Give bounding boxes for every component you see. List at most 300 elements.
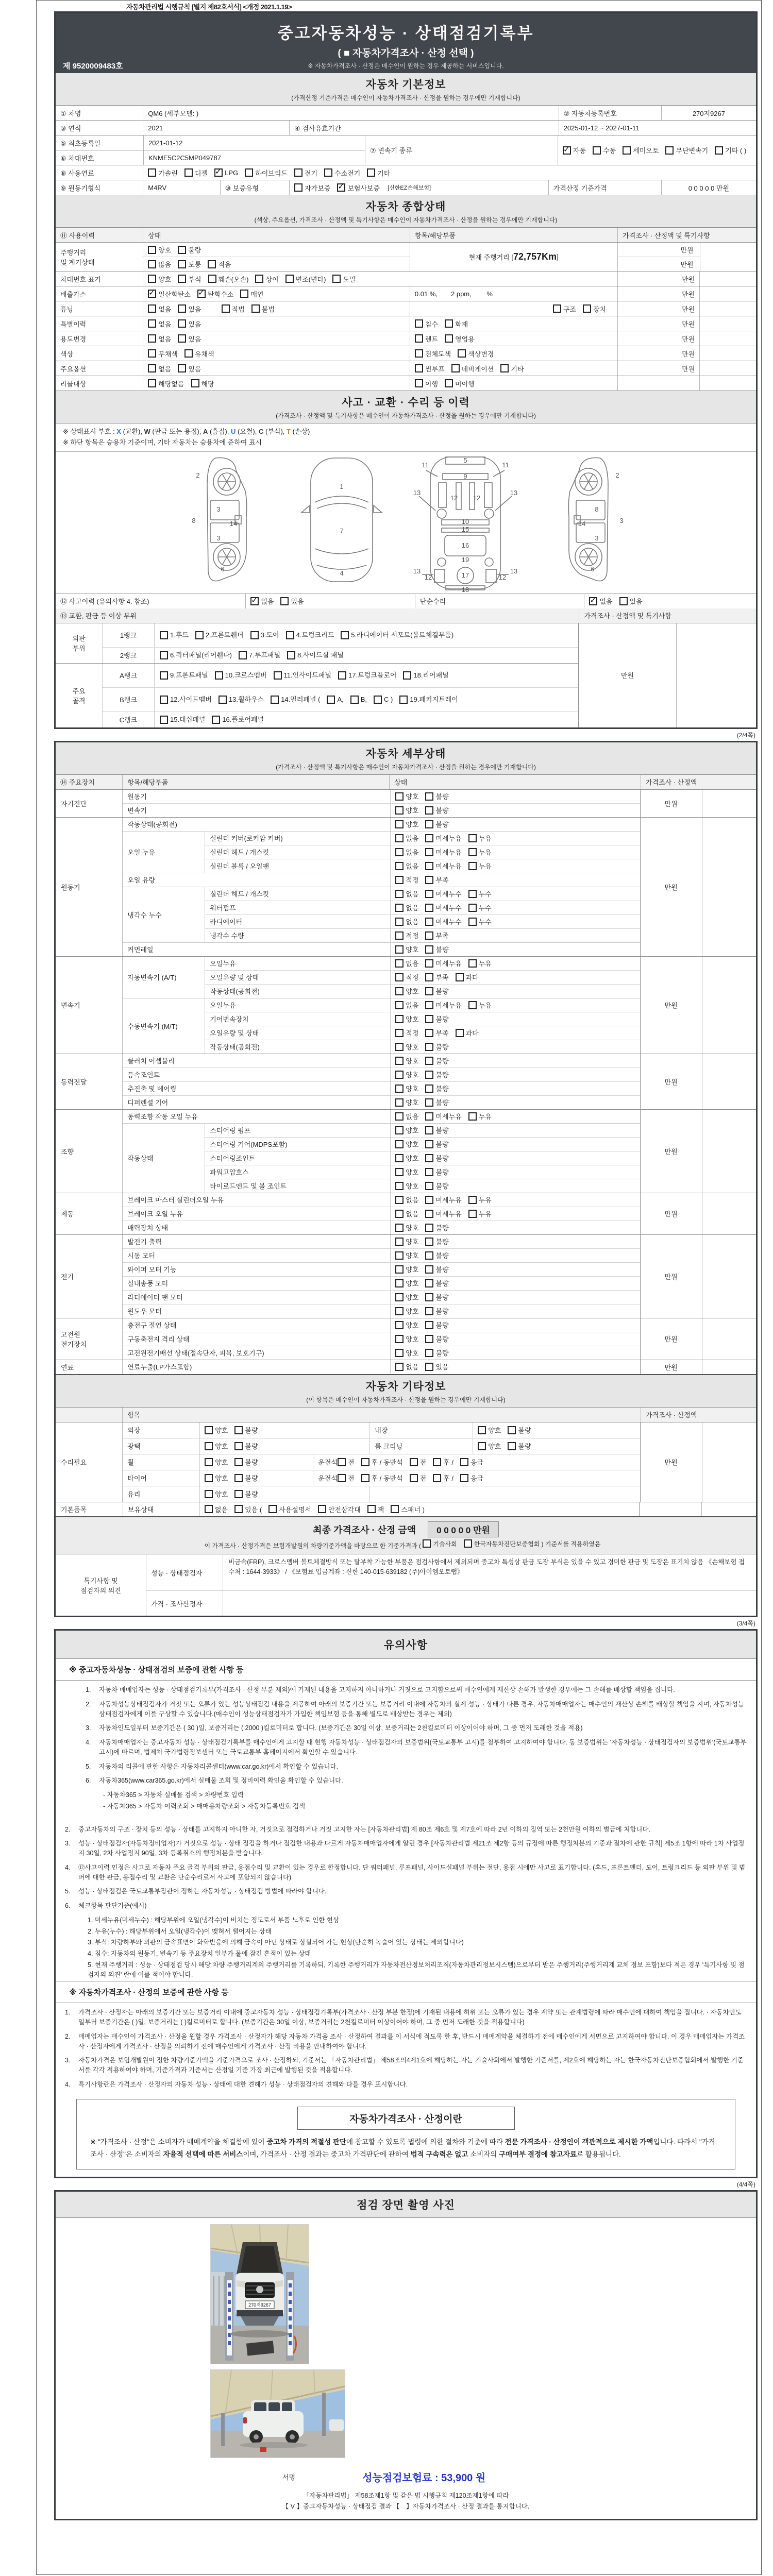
- checkbox-option[interactable]: 불량: [425, 1334, 448, 1344]
- checkbox-option[interactable]: 불량: [425, 1042, 448, 1052]
- note-cell: [702, 1054, 756, 1109]
- checkbox-option[interactable]: 불량: [425, 1125, 448, 1135]
- checkbox-option[interactable]: 화재: [445, 319, 468, 329]
- column-header: 상태: [143, 228, 410, 242]
- checkbox-option[interactable]: 적정: [395, 875, 418, 885]
- checkbox-option[interactable]: 8.사이드실 패널: [287, 650, 344, 661]
- section-notice-header: [56, 1631, 756, 1659]
- checkbox-option[interactable]: 기타 ( ): [715, 145, 746, 155]
- checkbox-option[interactable]: 후 / 동반석: [361, 1457, 403, 1467]
- checkbox-option[interactable]: 없음: [395, 958, 418, 968]
- state-options: [391, 1012, 640, 1026]
- checkbox-option[interactable]: 변조(변타): [285, 274, 326, 284]
- checkbox-option[interactable]: ✓ 보험사보증: [337, 183, 380, 193]
- checkbox-option[interactable]: 양호: [395, 1056, 418, 1065]
- device-group: [56, 1109, 756, 1193]
- checkbox-option[interactable]: 있음: [178, 364, 201, 374]
- item-label: 배력장치 상태: [123, 1221, 391, 1234]
- checkbox-option[interactable]: 후 / 동반석: [361, 1473, 403, 1483]
- checkbox-option[interactable]: 14.필러패널 (: [271, 694, 320, 705]
- checkbox-option[interactable]: 17.트렁크플로어: [338, 670, 396, 681]
- checkbox-option[interactable]: 없음: [395, 1111, 418, 1121]
- opinions-row: [56, 1554, 756, 1616]
- checkbox-option[interactable]: 수동: [593, 145, 616, 155]
- checkbox-icon: [399, 696, 408, 704]
- checkbox-option[interactable]: 미세누유: [425, 861, 461, 871]
- checkbox-option[interactable]: 하이브리드: [245, 168, 288, 178]
- checkbox-option[interactable]: 양호: [205, 1457, 228, 1467]
- checkbox-option[interactable]: 불량: [425, 1320, 448, 1330]
- checkbox-option[interactable]: 양호: [395, 1125, 418, 1135]
- checkbox-option[interactable]: 누유: [468, 833, 492, 843]
- price-amount: 만원: [640, 818, 702, 956]
- checkbox-option[interactable]: 불량: [508, 1425, 531, 1435]
- checkbox-option[interactable]: 양호: [395, 1306, 418, 1316]
- checkbox-option[interactable]: 있음 (: [234, 1504, 262, 1514]
- checkbox-option[interactable]: 양호: [395, 1097, 418, 1107]
- checkbox-option[interactable]: 기타: [367, 168, 390, 178]
- checkbox-option[interactable]: 도말: [332, 274, 356, 284]
- item-label: 원동기: [123, 790, 391, 803]
- checkbox-option[interactable]: 있음: [425, 1362, 448, 1371]
- checkbox-option[interactable]: 양호: [395, 1250, 418, 1260]
- checkbox-option[interactable]: 양호: [205, 1489, 228, 1499]
- checkbox-option[interactable]: 없음: [395, 1000, 418, 1010]
- checkbox-option[interactable]: 부족: [425, 875, 448, 885]
- checkbox-option[interactable]: 수소전기: [324, 168, 360, 178]
- checkbox-option[interactable]: 안전삼각대: [318, 1504, 361, 1514]
- checkbox-option[interactable]: 잭: [367, 1504, 384, 1514]
- checkbox-option[interactable]: 불량: [425, 1014, 448, 1024]
- checkbox-option[interactable]: 불량: [425, 791, 448, 801]
- checkbox-option[interactable]: 색상변경: [458, 349, 494, 359]
- group-label: 주요 골격: [72, 687, 86, 705]
- checkbox-icon: [205, 1474, 213, 1482]
- checkbox-option[interactable]: 불량: [425, 1250, 448, 1260]
- checkbox-option[interactable]: 이행: [415, 379, 438, 388]
- checkbox-option[interactable]: 있음: [280, 596, 304, 606]
- checkbox-option[interactable]: 구조: [553, 304, 576, 314]
- checkbox-option[interactable]: 양호: [395, 819, 418, 829]
- rank-items: [155, 712, 578, 727]
- checkbox-option[interactable]: 없음: [148, 304, 171, 314]
- checkbox-option[interactable]: 후 /: [433, 1457, 453, 1467]
- checkbox-option[interactable]: 유채색: [184, 349, 214, 359]
- checkbox-option[interactable]: 부족: [425, 1028, 448, 1038]
- checkbox-option[interactable]: 없음: [148, 364, 171, 374]
- column-header: ⑬ 교환, 판금 등 이상 부위: [56, 608, 579, 623]
- checkbox-option[interactable]: 전: [410, 1473, 427, 1483]
- checkbox-option[interactable]: C ): [374, 694, 393, 705]
- check-row: [123, 1207, 640, 1221]
- column-header: 상태: [389, 775, 641, 789]
- check-row: [205, 914, 640, 928]
- checkbox-option[interactable]: 양호: [395, 1070, 418, 1079]
- checkbox-option[interactable]: 불량: [425, 819, 448, 829]
- checkbox-option[interactable]: 세미오토: [623, 145, 659, 155]
- checkbox-option[interactable]: 렌트: [415, 334, 438, 344]
- checkbox-option[interactable]: 양호: [395, 1278, 418, 1288]
- checkbox-icon: [456, 973, 464, 981]
- checkbox-option[interactable]: 누수: [468, 903, 492, 912]
- checkbox-option[interactable]: 누유: [468, 1000, 492, 1010]
- checkbox-option[interactable]: 불량: [234, 1457, 258, 1467]
- checkbox-option[interactable]: 있음: [178, 304, 214, 314]
- checkbox-option[interactable]: 누유: [468, 847, 492, 857]
- field-label: ⑩ 보증유형: [220, 180, 289, 195]
- checkbox-option[interactable]: 부족: [425, 930, 448, 940]
- general-notice-item: [56, 1901, 756, 1911]
- price-amount: 만원: [617, 301, 699, 316]
- checkbox-option[interactable]: 11.인사이드패널: [274, 670, 331, 681]
- checkbox-option[interactable]: ✓ 자동: [563, 145, 586, 155]
- checkbox-icon: [341, 631, 349, 639]
- checkbox-option[interactable]: 기술사회: [423, 1539, 457, 1548]
- checkbox-option[interactable]: 양호: [205, 1425, 228, 1435]
- item-text: 매매업자는 매수인이 가격조사 · 산정을 원할 경우 가격조사 · 산정자가 해당 자동차 가격을 조사 · 산정하여 결과를 이 서식에 적도록 한 후, 반드시 매매계약을 체결하기 전에 매수인에게 서면으로 고지하여야 합니다. 이 경우 매매업자는 가격조사 · 산정자에게 가격조사 · 산정을 의뢰하기 전에 매수인에게 가격조사 · 산정 비용을 안내하여야 합니다.: [78, 2032, 745, 2050]
- checkbox-option[interactable]: 있음: [178, 319, 201, 329]
- checkbox-option[interactable]: 미이행: [445, 379, 475, 388]
- item-label: 발전기 출력: [123, 1235, 391, 1248]
- checkbox-option[interactable]: 불법: [251, 304, 275, 314]
- checkbox-option[interactable]: 불량: [425, 1153, 448, 1163]
- item-label: 기어변속장치: [205, 1012, 391, 1026]
- checkbox-option[interactable]: 양호: [395, 1320, 418, 1330]
- section-photos-header: [56, 2192, 756, 2218]
- checkbox-option[interactable]: 많음: [148, 259, 171, 269]
- check-row: [123, 1221, 640, 1234]
- checkbox-option[interactable]: 무채색: [148, 349, 178, 359]
- rank-row: [103, 664, 578, 687]
- checkbox-option[interactable]: 양호: [205, 1441, 228, 1451]
- checkbox-option[interactable]: 불량: [425, 1236, 448, 1246]
- checkbox-option[interactable]: 있음: [619, 596, 643, 606]
- checkbox-option[interactable]: 양호: [395, 1167, 418, 1177]
- checkbox-option[interactable]: 15.대쉬패널: [160, 714, 205, 725]
- checkbox-option[interactable]: 없음: [395, 861, 418, 871]
- checkbox-icon: [395, 1210, 404, 1218]
- checkbox-option[interactable]: ✓ 탄화수소: [197, 289, 233, 299]
- checkbox-option[interactable]: 불량: [425, 1264, 448, 1274]
- checkbox-icon: [468, 904, 477, 912]
- checkbox-option[interactable]: 무단변속기: [665, 145, 708, 155]
- checkbox-option[interactable]: 7.루프패널: [239, 650, 280, 661]
- checkbox-icon: [178, 260, 186, 268]
- checkbox-option[interactable]: 기타: [500, 364, 524, 374]
- section-title: 사고 · 교환 · 수리 등 이력: [342, 397, 470, 409]
- checkbox-option[interactable]: 침수: [415, 319, 438, 329]
- checkbox-option[interactable]: 불량: [508, 1441, 531, 1451]
- checkbox-option[interactable]: 양호: [395, 791, 418, 801]
- check-row: [123, 1304, 640, 1318]
- column-header: 가격조사 · 산정액: [641, 775, 756, 789]
- checkbox-option[interactable]: 양호: [395, 1083, 418, 1093]
- checkbox-icon: [234, 1490, 243, 1498]
- checkbox-option[interactable]: 1.후드: [160, 630, 189, 641]
- checkbox-option[interactable]: 양호: [395, 1264, 418, 1274]
- check-row: [205, 1137, 640, 1151]
- svg-text:3: 3: [595, 534, 599, 542]
- checkbox-option[interactable]: 적음: [208, 259, 231, 269]
- checkbox-option[interactable]: 누수: [468, 917, 492, 926]
- column-header: ⑪ 사용이력: [56, 228, 143, 242]
- checkbox-option[interactable]: 미세누수: [425, 903, 461, 912]
- checkbox-option[interactable]: 없음: [395, 1362, 418, 1371]
- checkbox-option[interactable]: 없음: [395, 889, 418, 899]
- checkbox-option[interactable]: 과다: [456, 972, 479, 982]
- photo-area: [56, 2218, 756, 2465]
- checkbox-option[interactable]: 전체도색: [415, 349, 451, 359]
- checkbox-icon: [468, 890, 477, 898]
- checkbox-option[interactable]: 불량: [425, 1292, 448, 1302]
- checkbox-option[interactable]: 자가보증: [294, 183, 330, 193]
- checkbox-option[interactable]: 장치: [583, 304, 606, 314]
- checkbox-option[interactable]: ✓ 없음: [250, 596, 274, 606]
- checkbox-option[interactable]: 미세누유: [425, 1111, 461, 1121]
- checkbox-option[interactable]: 없음: [395, 833, 418, 843]
- checkbox-option[interactable]: 미세누유: [425, 1000, 461, 1010]
- checkbox-option[interactable]: 3.도어: [250, 630, 279, 641]
- checkbox-option[interactable]: 불량: [425, 1139, 448, 1149]
- checkbox-option[interactable]: 적정: [395, 1028, 418, 1038]
- checkbox-option[interactable]: 상이: [255, 274, 278, 284]
- section-title: 점검 장면 촬영 사진: [357, 2199, 455, 2212]
- check-row: [123, 1318, 640, 1332]
- field-label: ④ 검사유효기간: [289, 121, 559, 135]
- checkbox-option[interactable]: 양호: [395, 1236, 418, 1246]
- state-options: [391, 1138, 640, 1151]
- checkbox-option[interactable]: A,: [327, 694, 343, 705]
- checkbox-option[interactable]: 응급: [460, 1457, 483, 1467]
- checkbox-option[interactable]: 한국자동차진단보증협회 ) 기준서를 적용하였음: [464, 1539, 601, 1548]
- checkbox-option[interactable]: 16.플로어패널: [212, 714, 264, 725]
- checkbox-option[interactable]: 영업용: [445, 334, 475, 344]
- checkbox-option[interactable]: 19.패키지트레이: [399, 694, 458, 705]
- checkbox-option[interactable]: 불량: [425, 1097, 448, 1107]
- checkbox-option[interactable]: 2.프론트휀더: [195, 630, 244, 641]
- checkbox-option[interactable]: 응급: [460, 1473, 483, 1483]
- checkbox-option[interactable]: 누유: [468, 861, 492, 871]
- checkbox-option[interactable]: 사용설명서: [268, 1504, 311, 1514]
- checkbox-option[interactable]: 불량: [425, 1083, 448, 1093]
- row-label: 차대번호 표기: [60, 275, 101, 283]
- general-notice-item: [56, 1825, 756, 1835]
- checkbox-option[interactable]: 12.사이드멤버: [160, 694, 212, 705]
- checkbox-option[interactable]: 전: [338, 1473, 355, 1483]
- checkbox-option[interactable]: 양호: [395, 986, 418, 996]
- checkbox-option[interactable]: 없음: [395, 1195, 418, 1205]
- checkbox-icon: [425, 931, 433, 940]
- item-label: 외장: [123, 1422, 200, 1438]
- checkbox-icon: [234, 1458, 243, 1466]
- checkbox-icon: [425, 1321, 433, 1329]
- checkbox-option[interactable]: 양호: [395, 1223, 418, 1232]
- segment-rows: [123, 818, 640, 831]
- checkbox-option[interactable]: 불량: [178, 245, 201, 255]
- checkbox-option[interactable]: 미세누유: [425, 1209, 461, 1218]
- accident-options: [245, 594, 415, 608]
- checkbox-icon: [468, 959, 477, 968]
- legal-footer: [56, 2485, 756, 2519]
- checkbox-option[interactable]: 적정: [395, 930, 418, 940]
- item-label: 오일유량 및 상태: [205, 1026, 391, 1040]
- checkbox-option[interactable]: 양호: [395, 1153, 418, 1163]
- checkbox-option[interactable]: 양호: [395, 1334, 418, 1344]
- checkbox-option[interactable]: 매연: [240, 289, 263, 299]
- spacer: [56, 1813, 756, 1820]
- checkbox-option[interactable]: 양호: [478, 1425, 501, 1435]
- checkbox-option[interactable]: 양호: [395, 1348, 418, 1358]
- checkbox-option[interactable]: 불량: [234, 1425, 258, 1435]
- checkbox-option[interactable]: 불량: [425, 1223, 448, 1232]
- checkbox-icon: [425, 1279, 433, 1287]
- checkbox-option[interactable]: 전: [410, 1457, 427, 1467]
- checkbox-option[interactable]: 가솔린: [148, 168, 178, 178]
- checkbox-option[interactable]: 불량: [234, 1489, 258, 1499]
- checkbox-option[interactable]: 없음: [395, 1209, 418, 1218]
- checkbox-option[interactable]: 불량: [425, 1070, 448, 1079]
- checkbox-option[interactable]: 미세누수: [425, 917, 461, 926]
- checkbox-option[interactable]: 5.라디에이터 서포트(볼트체결부품): [341, 630, 453, 641]
- check-row: [205, 1165, 640, 1179]
- checkbox-option[interactable]: 없음: [205, 1504, 228, 1514]
- checkbox-option[interactable]: 양호: [395, 944, 418, 954]
- checkbox-option[interactable]: 4.트렁크리드: [286, 630, 334, 641]
- price-amount: [617, 376, 699, 391]
- checkbox-icon: [222, 304, 230, 313]
- checkbox-option[interactable]: 양호: [478, 1441, 501, 1451]
- simple-repair-options: [584, 594, 756, 608]
- checkbox-option[interactable]: 전기: [294, 168, 317, 178]
- checkbox-option[interactable]: 해당없음: [148, 379, 184, 388]
- checkbox-option[interactable]: 스패너 ): [391, 1504, 425, 1514]
- checkbox-option[interactable]: 누유: [468, 958, 492, 968]
- checkbox-option[interactable]: 부식: [178, 274, 201, 284]
- checkbox-option[interactable]: ✓ 없음: [589, 596, 612, 606]
- current-mileage: 현재 주행거리 [ 72,757Km ]: [410, 243, 617, 271]
- checkbox-option[interactable]: 적정: [395, 972, 418, 982]
- checkbox-option[interactable]: 양호: [395, 1292, 418, 1302]
- checkbox-option[interactable]: 불량: [425, 1348, 448, 1358]
- item-label: 유리: [123, 1486, 200, 1502]
- table-row: [56, 135, 756, 165]
- checkbox-icon: [395, 1224, 404, 1232]
- checkbox-option[interactable]: 없음: [148, 319, 171, 329]
- checkbox-option[interactable]: 미세누유: [425, 1195, 461, 1205]
- checkbox-option[interactable]: 양호: [148, 274, 171, 284]
- checkbox-icon: [415, 334, 423, 343]
- svg-text:4: 4: [340, 569, 344, 577]
- checkbox-option[interactable]: 디젤: [184, 168, 208, 178]
- row-segment: [123, 818, 640, 831]
- checkbox-option[interactable]: 훼손(오손): [208, 274, 249, 284]
- checkbox-option[interactable]: 불량: [425, 1167, 448, 1177]
- checkbox-option[interactable]: 없음: [395, 917, 418, 926]
- checkbox-option[interactable]: 양호: [395, 1139, 418, 1149]
- checkbox-option[interactable]: 미세누유: [425, 833, 461, 843]
- checkbox-option[interactable]: 양호: [148, 245, 171, 255]
- checkbox-icon: [148, 290, 156, 298]
- checkbox-option[interactable]: 해당: [191, 379, 214, 388]
- checkbox-option[interactable]: 없음: [148, 334, 171, 344]
- device-group: [56, 1318, 756, 1360]
- checkbox-option[interactable]: ✓ 일산화탄소: [148, 289, 191, 299]
- checkbox-icon: [361, 1458, 369, 1466]
- checkbox-option[interactable]: 18.리어패널: [403, 670, 448, 681]
- checkbox-option[interactable]: 있음: [178, 334, 201, 344]
- item-options: [410, 376, 617, 391]
- checkbox-option[interactable]: 양호: [395, 1014, 418, 1024]
- overall-state-table: [56, 228, 756, 391]
- checkbox-option[interactable]: ✓ LPG: [214, 168, 238, 177]
- svg-text:15: 15: [461, 525, 469, 533]
- check-row: [205, 1124, 640, 1137]
- checkbox-option[interactable]: 미세누유: [425, 847, 461, 857]
- price-amount: 만원: [640, 1360, 702, 1374]
- checkbox-option[interactable]: 13.휠하우스: [219, 694, 264, 705]
- group-label: 전기: [61, 1273, 74, 1281]
- checkbox-icon: [205, 1442, 213, 1450]
- checkbox-option[interactable]: 불량: [425, 1056, 448, 1065]
- checkbox-option[interactable]: 보통: [178, 259, 201, 269]
- repair-row: [123, 1486, 640, 1502]
- checkbox-option[interactable]: 과다: [456, 1028, 479, 1038]
- checkbox-option[interactable]: 양호: [205, 1473, 228, 1483]
- device-group: [56, 789, 756, 817]
- checkbox-option[interactable]: 미세누유: [425, 958, 461, 968]
- checkbox-option[interactable]: 불량: [234, 1473, 258, 1483]
- checkbox-option[interactable]: 불량: [234, 1441, 258, 1451]
- item-text: ⑫사고이력 인정은 사고로 자동차 주요 골격 부위의 판금, 용접수리 및 교환이 있는 경우로 한정합니다. 단 쿼터패널, 루프패널, 사이드실패널 부위는 절단, 용접 시에만 사고로 표기합니다. (후드, 프론트펜더, 도어, 트렁크리드 등 외판 부위 및 범퍼에 대한 판금, 용접수리 및 교환은 단순수리로서 사고에 포함되지 않습니다): [78, 1863, 746, 1881]
- checkbox-icon: [583, 304, 591, 313]
- checkbox-option[interactable]: 불량: [425, 986, 448, 996]
- checkbox-option[interactable]: 불량: [425, 805, 448, 815]
- checkbox-option[interactable]: 부족: [425, 972, 448, 982]
- checkbox-option[interactable]: 누유: [468, 1111, 492, 1121]
- checkbox-option[interactable]: 불량: [425, 1306, 448, 1316]
- checkbox-option[interactable]: 6.쿼터패널(리어휀다): [160, 650, 232, 661]
- checkbox-option[interactable]: 양호: [395, 1181, 418, 1191]
- state-options: [143, 272, 617, 286]
- checkbox-option[interactable]: 불량: [425, 1181, 448, 1191]
- checkbox-option[interactable]: 10.크로스멤버: [215, 670, 267, 681]
- checkbox-option[interactable]: 누유: [468, 1195, 492, 1205]
- segment-rows: [205, 998, 640, 1054]
- checkbox-option[interactable]: 불량: [425, 944, 448, 954]
- checkbox-option[interactable]: 후 /: [433, 1473, 453, 1483]
- checkbox-option[interactable]: 전: [338, 1457, 355, 1467]
- checkbox-option[interactable]: 불량: [425, 1278, 448, 1288]
- checkbox-option[interactable]: 없음: [395, 903, 418, 912]
- checkbox-option[interactable]: 양호: [395, 805, 418, 815]
- warranty-notice-item: [56, 1700, 756, 1719]
- checkbox-option[interactable]: B,: [350, 694, 367, 705]
- note-cell: [702, 1110, 756, 1193]
- checkbox-option[interactable]: 썬루프: [415, 364, 445, 374]
- checkbox-option[interactable]: 없음: [395, 847, 418, 857]
- checkbox-option[interactable]: 미세누수: [425, 889, 461, 899]
- checkbox-option[interactable]: 누수: [468, 889, 492, 899]
- checkbox-option[interactable]: 네비게이션: [451, 364, 494, 374]
- opinion-rows: [146, 1554, 756, 1616]
- group-label: 자기진단: [61, 800, 87, 808]
- checkbox-option[interactable]: 9.프론트패널: [160, 670, 208, 681]
- checkbox-option[interactable]: 누유: [468, 1209, 492, 1218]
- svg-text:16: 16: [461, 541, 469, 549]
- checkbox-icon: [395, 1293, 404, 1301]
- checkbox-option[interactable]: 양호: [395, 1042, 418, 1052]
- checkbox-option[interactable]: 적법: [222, 304, 245, 314]
